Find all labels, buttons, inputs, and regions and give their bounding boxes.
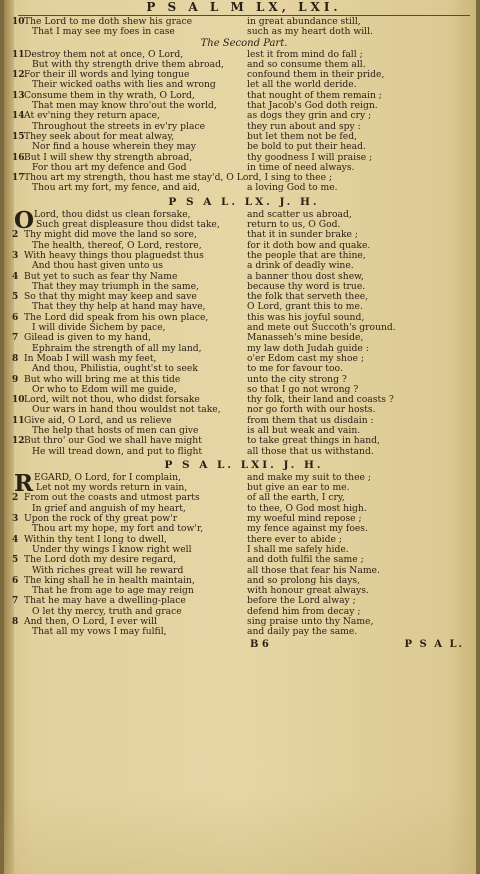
verse-left-half: And thou, Philistia, ought'st to seek (32, 363, 198, 375)
verse-left-half: O let thy mercy, truth and grace (32, 605, 182, 617)
verse-left-half: Thou art my strength, thou hast me stay'd, O Lord, I sing to thee ; (24, 172, 333, 184)
verse-right-half: and so consume them all. (247, 58, 366, 70)
verse-right-half: thy goodness I will praise ; (247, 151, 373, 163)
verse-left-half: With riches great will he reward (32, 564, 184, 576)
verse-left-half: But thro' our God we shall have might (24, 435, 202, 447)
verse-right-half: as dogs they grin and cry ; (247, 110, 372, 122)
verse-right-half: my law doth Judah guide : (247, 342, 369, 354)
verse-right-half: be bold to put their head. (247, 141, 366, 153)
verse-left-half: He will tread down, and put to flight (32, 445, 203, 457)
verse-number: 13 (12, 90, 25, 101)
verse-right-half: and doth fulfil the same ; (247, 554, 364, 566)
verse-right-half: a banner thou dost shew, (247, 270, 364, 282)
verse-number: 17 (12, 173, 25, 184)
verse-number: 2 (12, 493, 19, 504)
verse-right-half: is all but weak and vain. (247, 424, 361, 436)
verse-left-half: But I will shew thy strength abroad, (24, 151, 193, 163)
verse-left-half: And thou hast given unto us (32, 260, 163, 272)
verse-right-half: to me for favour too. (247, 363, 343, 375)
verse-right-half: all those that us withstand. (247, 445, 374, 457)
verse-right-half: and daily pay the same. (247, 626, 358, 638)
verse-right-half: lest it from mind do fall ; (247, 48, 363, 60)
verse-left-half: EGARD, O Lord, for I complain, (34, 471, 181, 483)
verse-left-half: And then, O Lord, I ever will (24, 616, 157, 628)
verse-right-half: in great abundance still, (247, 16, 361, 27)
verse-right-half: and so prolong his days, (247, 574, 361, 586)
page-content (12, 0, 470, 652)
verse-right-half: I shall me safely hide. (247, 543, 349, 555)
verse-left-half: That I may see my foes in case (32, 26, 175, 38)
verse-right-half: and scatter us abroad, (247, 208, 352, 220)
verse-left-half: But yet to such as fear thy Name (24, 270, 178, 282)
psalm60-verses (12, 208, 470, 457)
verse-right-half: and mete out Succoth's ground. (247, 322, 396, 334)
verse-right-half: o'er Edom cast my shoe ; (247, 352, 364, 364)
verse-right-half: this was his joyful sound, (247, 311, 365, 323)
verse-line (12, 554, 470, 566)
psalm61-body (12, 469, 470, 638)
verse-number: 10 (12, 395, 25, 406)
verse-left-half: I will divide Sichem by pace, (32, 322, 166, 334)
verse-right-half: Manasseh's mine beside, (247, 332, 364, 344)
verse-left-half: Under thy wings I know right well (32, 543, 192, 555)
psalm61-verses (12, 471, 470, 638)
verse-right-half: a drink of deadly wine. (247, 260, 354, 272)
verse-left-half: For their ill words and lying tongue (24, 69, 190, 81)
verse-right-half: all those that fear his Name. (247, 564, 380, 576)
catchword: P S A L. (404, 638, 464, 650)
verse-right-half: with honour great always. (247, 585, 369, 597)
verse-right-half: a loving God to me. (247, 182, 338, 194)
psalm61-heading: P S A L. LXI. J. H. (164, 458, 324, 471)
part-heading: The Second Part. (200, 37, 288, 49)
verse-right-half: my woeful mind repose ; (247, 513, 362, 525)
verse-right-half: before the Lord alway ; (247, 595, 356, 607)
verse-left-half: For thou art my defence and God (32, 161, 187, 173)
verse-right-half: but give an ear to me. (247, 482, 350, 494)
dropcap-o: O (14, 206, 35, 234)
verse-number: 7 (12, 333, 19, 344)
verse-right-half: from them that us disdain : (247, 414, 374, 426)
page-footer (18, 638, 470, 652)
verse-number: 8 (12, 353, 19, 364)
verse-left-half: So that thy might may keep and save (24, 291, 197, 303)
verse-number: 6 (12, 312, 19, 323)
verse-left-half: In Moab I will wash my feet, (24, 352, 157, 364)
verse-left-half: That men may know thro'out the world, (32, 100, 217, 112)
verse-left-half: Thou art my fort, my fence, and aid, (32, 182, 200, 194)
verse-left-half: Give aid, O Lord, and us relieve (24, 414, 172, 426)
verse-left-half: Such great displeasure thou didst take, (36, 219, 220, 231)
book-page (4, 0, 476, 874)
verse-left-half: The health, thereof, O Lord, restore, (32, 239, 202, 251)
verse-left-half: Thou art my hope, my fort and tow'r, (32, 523, 204, 535)
verse-left-half: Thy might did move the land so sore, (24, 229, 197, 241)
verse-left-half: Upon the rock of thy great pow'r (24, 513, 178, 525)
verse-number: 2 (12, 230, 19, 241)
verse-left-half: Ephraim the strength of all my land, (32, 342, 202, 354)
verse-number: 11 (12, 49, 25, 60)
verse-right-half: so that I go not wrong ? (247, 383, 359, 395)
psalm60-part2 (12, 48, 470, 194)
verse-right-half: sing praise unto thy Name, (247, 616, 374, 628)
verse-left-half: The Lord doth my desire regard, (24, 554, 177, 566)
verse-right-half: let all the world deride. (247, 79, 357, 91)
verse-right-half: to take great things in hand, (247, 435, 380, 447)
verse-line (18, 183, 470, 193)
verse-number: 4 (12, 271, 19, 282)
verse-right-half: because thy word is true. (247, 280, 366, 292)
verse-right-half: there ever to abide ; (247, 533, 342, 545)
verse-right-half: the folk that serveth thee, (247, 291, 369, 303)
verse-number: 3 (12, 514, 19, 525)
verse-line (18, 261, 470, 271)
verse-number: 12 (12, 70, 25, 81)
verse-left-half: With heavy things thou plaguedst thus (24, 249, 204, 261)
verse-right-half: return to us, O God. (247, 219, 341, 231)
verse-right-half: and make my suit to thee ; (247, 471, 371, 483)
verse-left-half: At ev'ning they return apace, (24, 110, 160, 122)
verse-left-half: Destroy them not at once, O Lord, (24, 48, 184, 60)
running-header: P S A L M LX, LXI. (146, 0, 342, 14)
verse-left-half: Gilead is given to my hand, (24, 332, 151, 344)
verse-right-half: thy folk, their land and coasts ? (247, 394, 394, 406)
verse-number: 4 (12, 534, 19, 545)
verse-left-half: The Lord did speak from his own place, (24, 311, 209, 323)
verse-left-half: The king shall he in health maintain, (24, 574, 195, 586)
verse-right-half: but let them not be fed, (247, 130, 358, 142)
verse-right-half: unto the city strong ? (247, 373, 347, 385)
verse-left-half: That he may have a dwelling-place (24, 595, 186, 607)
verse-left-half: That they may triumph in the same, (32, 280, 199, 292)
dropcap-r: R (14, 469, 34, 497)
verse-left-half: The Lord to me doth shew his grace (24, 16, 193, 27)
verse-left-half: In grief and anguish of my heart, (32, 502, 186, 514)
verse-left-half: Lord, thou didst us clean forsake, (34, 208, 191, 220)
verse-line (18, 447, 470, 457)
verse-number: 3 (12, 250, 19, 261)
verse-number: 9 (12, 374, 19, 385)
verse-number: 5 (12, 292, 19, 303)
verse-right-half: to thee, O God most high. (247, 502, 367, 514)
verse-right-half: nor go forth with our hosts. (247, 404, 376, 416)
verse-left-half: Throughout the streets in ev'ry place (32, 120, 206, 132)
verse-number: 14 (12, 111, 25, 122)
psalm60-part1-end (12, 16, 470, 38)
verse-right-half: confound them in their pride, (247, 69, 385, 81)
verse-left-half: Within thy tent I long to dwell, (24, 533, 167, 545)
verse-left-half: They seek about for meat alway, (24, 130, 175, 142)
verse-line (18, 364, 470, 374)
verse-right-half: of all the earth, I cry, (247, 492, 345, 504)
verse-right-half: the people that are thine, (247, 249, 366, 261)
verse-number: 10 (12, 17, 25, 27)
verse-right-half: that Jacob's God doth reign. (247, 100, 378, 112)
verse-right-half: such as my heart doth will. (247, 26, 373, 38)
verse-left-half: Nor find a house wherein they may (32, 141, 196, 153)
verse-right-half: my fence against my foes. (247, 523, 368, 535)
verse-left-half: Consume them in thy wrath, O Lord, (24, 89, 195, 101)
verse-right-half: defend him from decay ; (247, 605, 361, 617)
verse-left-half: Or who to Edom will me guide, (32, 383, 177, 395)
verse-left-half: But who will bring me at this tide (24, 373, 181, 385)
verse-right-half: O Lord, grant this to me. (247, 301, 363, 313)
verse-left-half: From out the coasts and utmost parts (24, 492, 200, 504)
verse-right-half: that nought of them remain ; (247, 89, 382, 101)
verse-left-half: That all my vows I may fulfil, (32, 626, 167, 638)
verse-line (18, 27, 470, 37)
verse-right-half: they run about and spy : (247, 120, 361, 132)
page-stain (4, 790, 476, 874)
verse-left-half: Our wars in hand thou wouldst not take, (32, 404, 221, 416)
verse-left-half: Their wicked oaths with lies and wrong (32, 79, 216, 91)
verse-number: 16 (12, 152, 25, 163)
verse-right-half: for it doth bow and quake. (247, 239, 371, 251)
verse-number: 15 (12, 131, 25, 142)
psalm60-heading: P S A L. LX. J. H. (168, 195, 320, 208)
verse-line (18, 627, 470, 637)
psalm60-body (12, 206, 470, 457)
verse-number: 12 (12, 436, 25, 447)
verse-number: 11 (12, 415, 25, 426)
signature-mark: B 6 (250, 638, 269, 650)
verse-left-half: That he from age to age may reign (32, 585, 194, 597)
verse-right-half: in time of need always. (247, 161, 355, 173)
verse-left-half: Lord, wilt not thou, who didst forsake (24, 394, 200, 406)
verse-left-half: Let not my words return in vain, (36, 482, 188, 494)
verse-number: 8 (12, 617, 19, 628)
verse-right-half: that it in sunder brake ; (247, 229, 358, 241)
verse-number: 6 (12, 575, 19, 586)
verse-left-half: The help that hosts of men can give (32, 424, 199, 436)
verse-left-half: That they thy help at hand may have, (32, 301, 206, 313)
verse-left-half: But with thy strength drive them abroad, (32, 58, 224, 70)
verse-number: 7 (12, 596, 19, 607)
verse-number: 5 (12, 555, 19, 566)
